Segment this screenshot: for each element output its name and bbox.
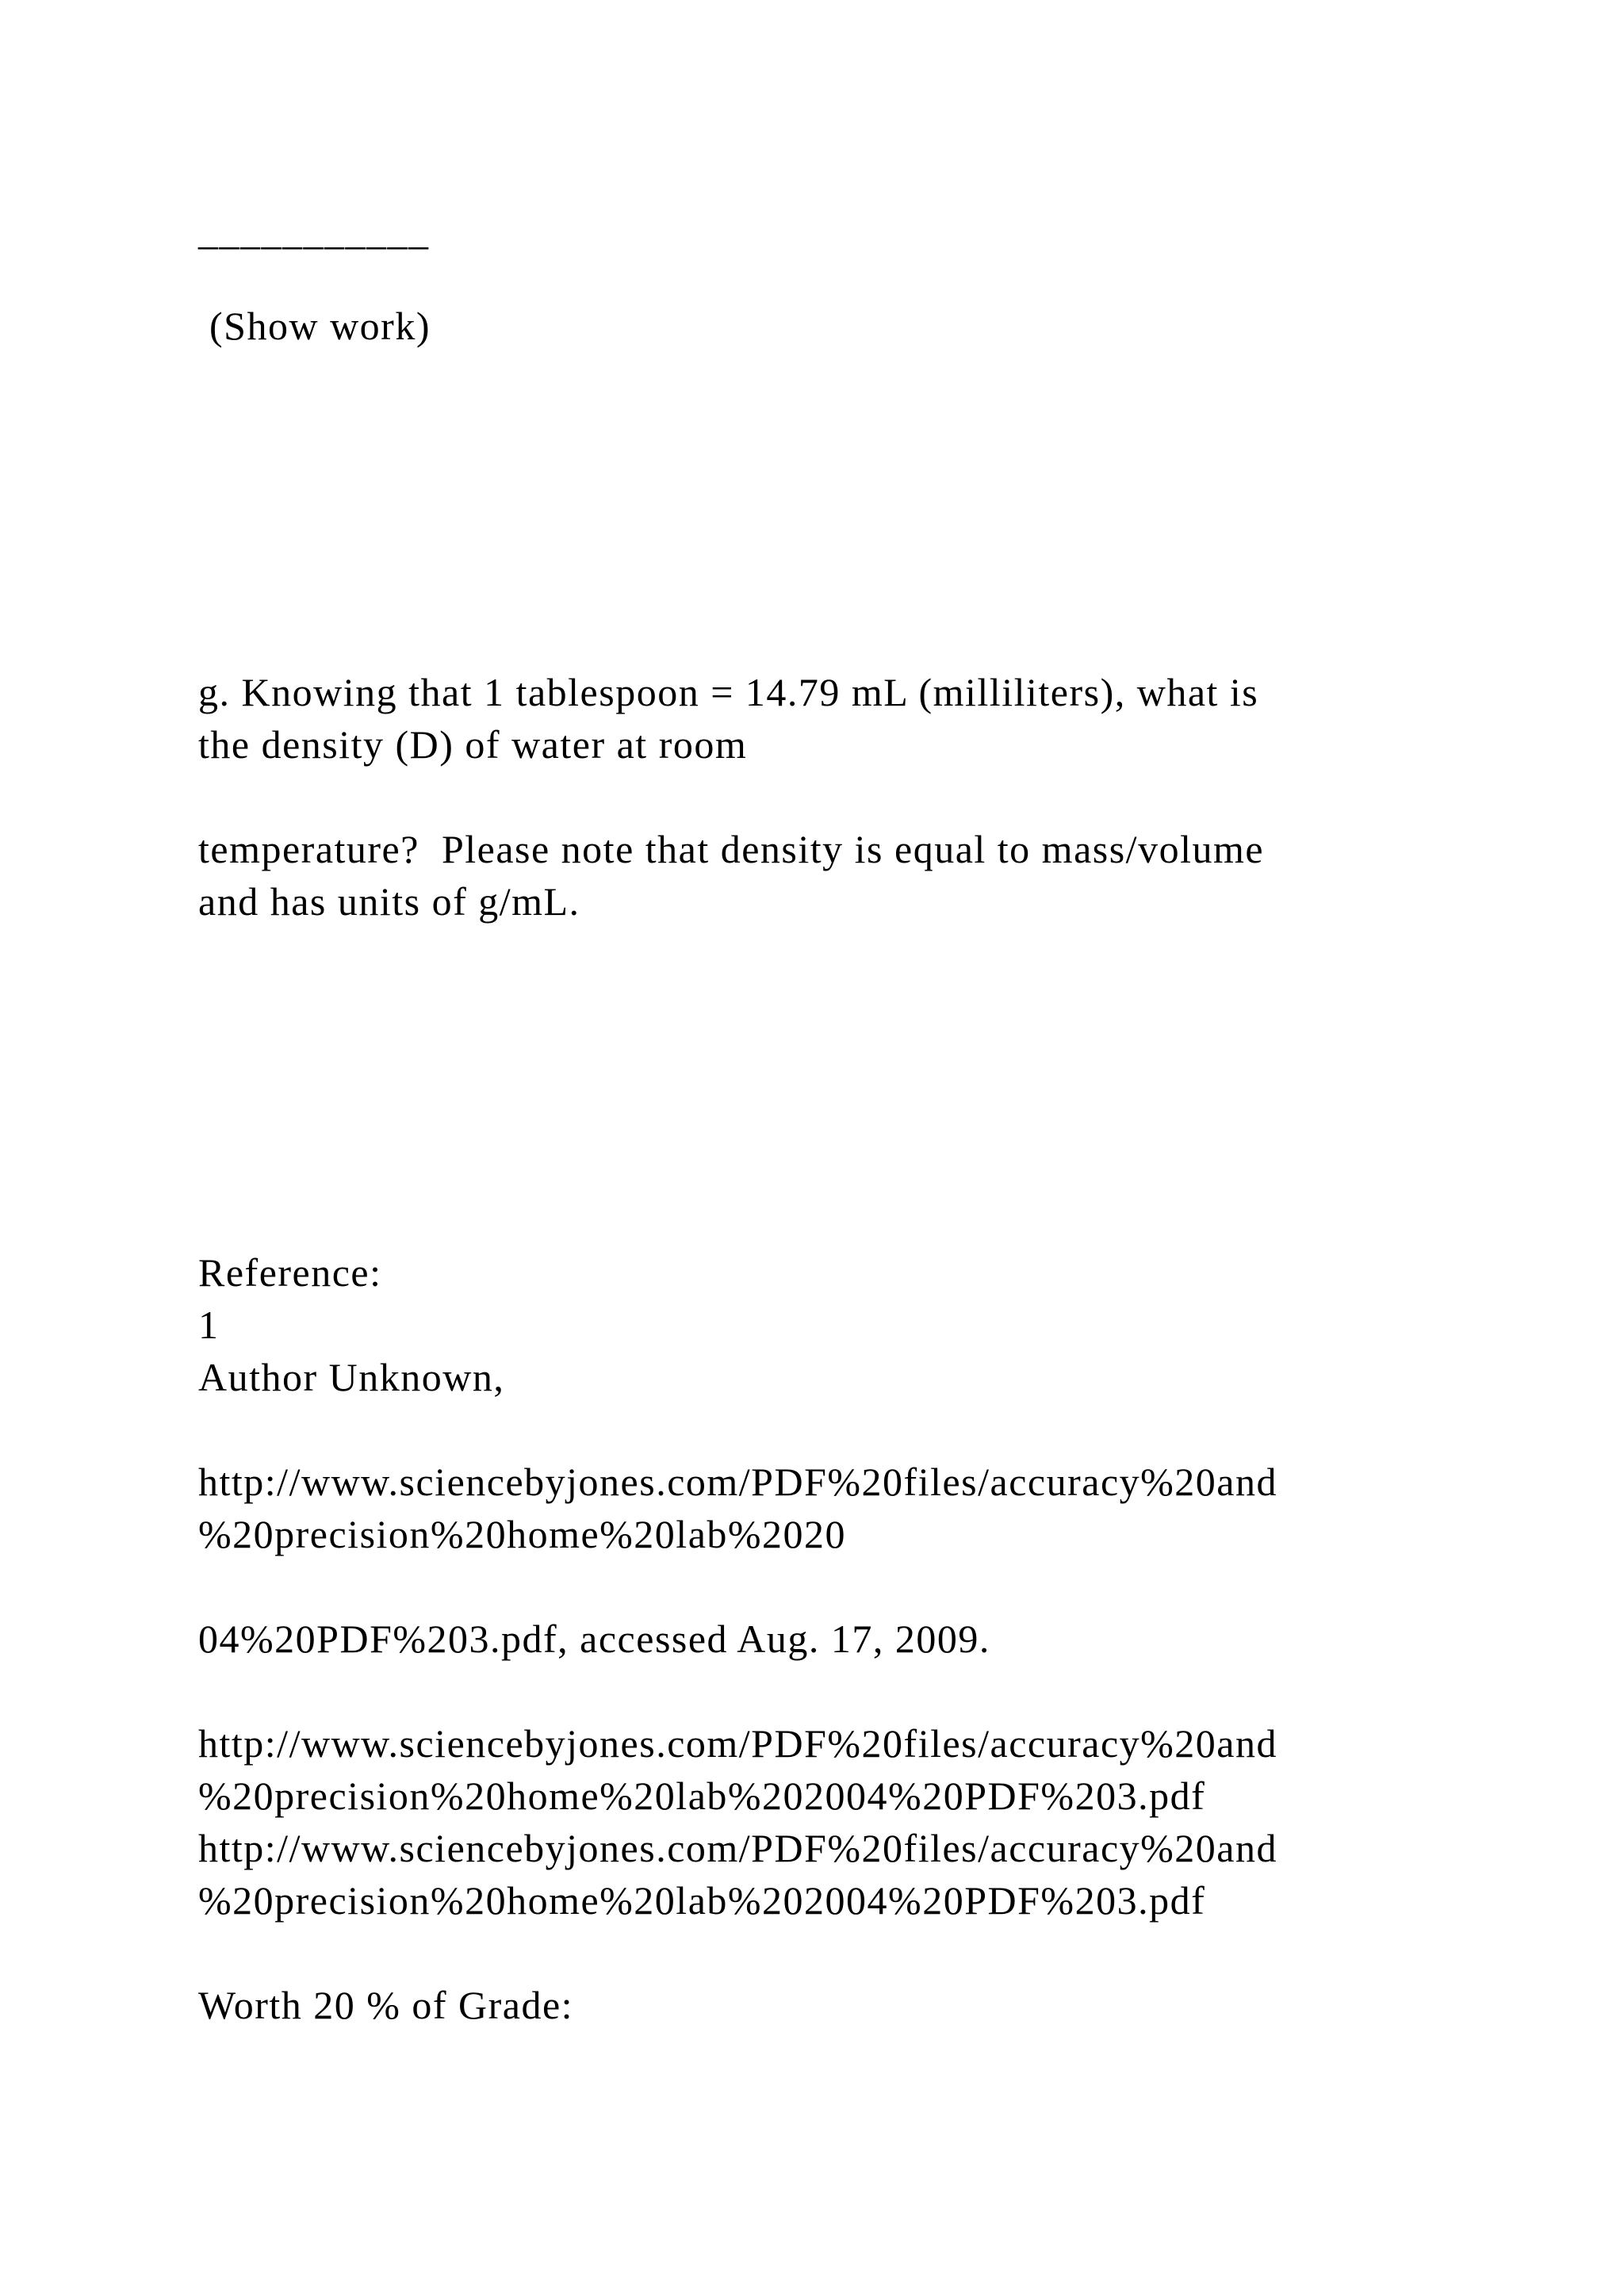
answer-rule: ___________ [198, 209, 430, 253]
reference-url-b-line-1[interactable]: http://www.sciencebyjones.com/PDF%20files/accuracy%20and [198, 1721, 1277, 1766]
reference-url-c-line-1[interactable]: http://www.sciencebyjones.com/PDF%20files/accuracy%20and [198, 1826, 1277, 1870]
reference-url-a-line-1[interactable]: http://www.sciencebyjones.com/PDF%20files/accuracy%20and [198, 1460, 1277, 1504]
question-g-line-4: and has units of g/mL. [198, 879, 580, 924]
reference-author: Author Unknown, [198, 1355, 505, 1399]
question-g-line-1: g. Knowing that 1 tablespoon = 14.79 mL (milliliters), what is [198, 670, 1259, 714]
reference-url-a-line-3[interactable]: 04%20PDF%203.pdf, accessed Aug. 17, 2009. [198, 1617, 990, 1661]
reference-url-b-line-2[interactable]: %20precision%20home%20lab%202004%20PDF%203.pdf [198, 1774, 1206, 1818]
reference-url-a-line-2[interactable]: %20precision%20home%20lab%2020 [198, 1512, 847, 1556]
show-work-label: (Show work) [198, 304, 431, 348]
question-g-line-2: the density (D) of water at room [198, 722, 748, 767]
reference-heading: Reference: [198, 1250, 382, 1295]
question-g-line-3: temperature? Please note that density is equal to mass/volume [198, 827, 1265, 871]
grade-note: Worth 20 % of Grade: [198, 1983, 574, 2027]
reference-number: 1 [198, 1303, 220, 1347]
reference-url-c-line-2[interactable]: %20precision%20home%20lab%202004%20PDF%203.pdf [198, 1878, 1206, 1923]
